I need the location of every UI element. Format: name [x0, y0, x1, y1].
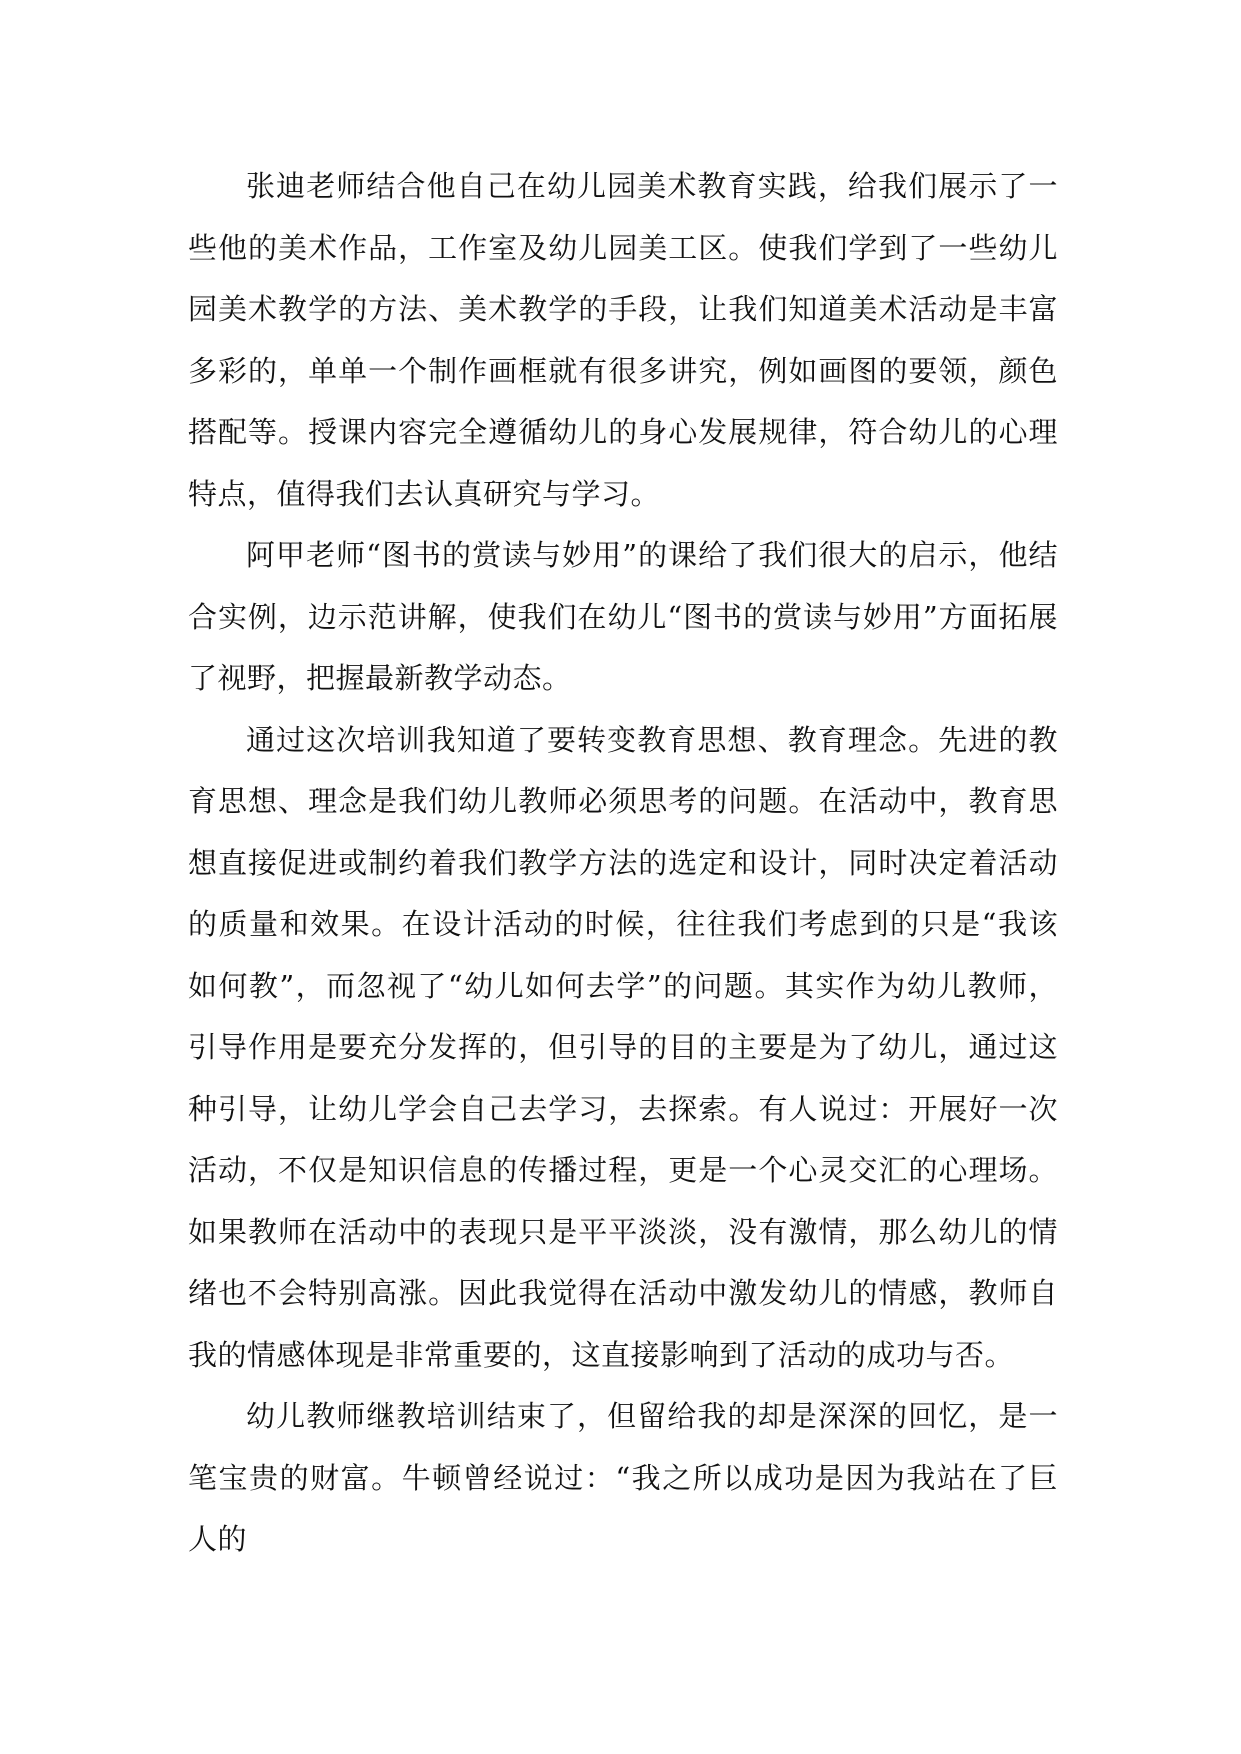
paragraph-picture-book: 阿甲老师“图书的赏读与妙用”的课给了我们很大的启示，他结合实例，边示范讲解，使我们在幼儿“图书的赏读与妙用”方面拓展了视野，把握最新教学动态。 [188, 538, 1058, 695]
paragraph-conclusion: 幼儿教师继教培训结束了，但留给我的却是深深的回忆，是一笔宝贵的财富。牛顿曾经说过：“我之所以成功是因为我站在了巨人的 [188, 1399, 1058, 1556]
paragraph-training-reflection: 通过这次培训我知道了要转变教育思想、教育理念。先进的教育思想、理念是我们幼儿教师必须思考的问题。在活动中，教育思想直接促进或制约着我们教学方法的选定和设计，同时决定着活动的质量和效果。在设计活动的时候，往往我们考虑到的只是“我该如何教”，而忽视了“幼儿如何去学”的问题。其实作为幼儿教师，引导作用是要充分发挥的，但引导的目的主要是为了幼儿，通过这种引导，让幼儿学会自己去学习，去探索。有人说过：开展好一次活动，不仅是知识信息的传播过程，更是一个心灵交汇的心理场。如果教师在活动中的表现只是平平淡淡，没有激情，那么幼儿的情绪也不会特别高涨。因此我觉得在活动中激发幼儿的情感，教师自我的情感体现是非常重要的，这直接影响到了活动的成功与否。 [188, 722, 1058, 1372]
document-body [188, 156, 1058, 1571]
paragraph-art-education: 张迪老师结合他自己在幼儿园美术教育实践，给我们展示了一些他的美术作品，工作室及幼儿园美工区。使我们学到了一些幼儿园美术教学的方法、美术教学的手段，让我们知道美术活动是丰富多彩的，单单一个制作画框就有很多讲究，例如画图的要领，颜色搭配等。授课内容完全遵循幼儿的身心发展规律，符合幼儿的心理特点，值得我们去认真研究与学习。 [188, 169, 1058, 511]
